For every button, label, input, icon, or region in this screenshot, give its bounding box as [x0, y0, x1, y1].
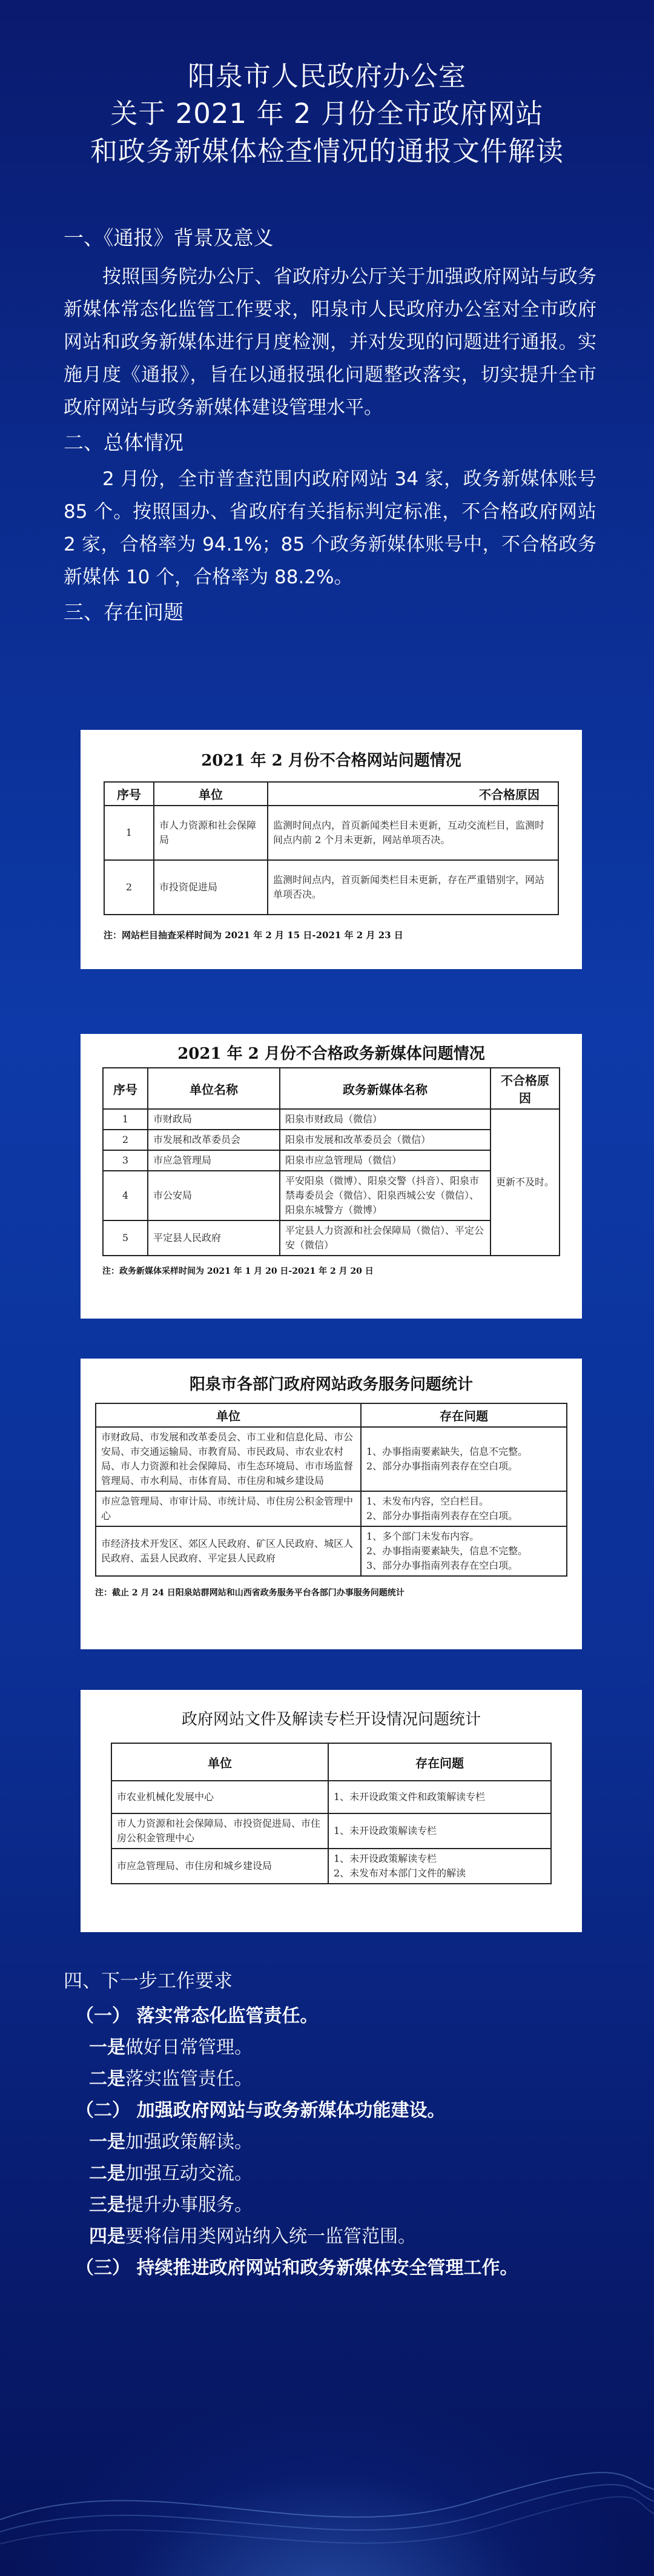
table-cell: 4	[103, 1171, 148, 1220]
table2-title: 2021 年 2 月份不合格政务新媒体问题情况	[177, 1045, 485, 1063]
table4-header: 单位	[111, 1743, 328, 1781]
table-row	[111, 1813, 551, 1849]
table4-card	[81, 1690, 582, 1932]
table-cell: 2	[103, 1130, 148, 1150]
table-cell: 平定县人力资源和社会保障局（微信）、平定公安（微信）	[280, 1220, 490, 1256]
step-item: 一是加强政策解读。	[89, 2131, 253, 2153]
table3-card	[81, 1359, 582, 1649]
section2-heading: 二、总体情况	[64, 431, 183, 454]
step-item: 四是要将信用类网站纳入统一监管范围。	[89, 2226, 416, 2247]
section3-heading: 三、存在问题	[64, 600, 183, 624]
table3-title: 阳泉市各部门政府网站政务服务问题统计	[189, 1376, 473, 1394]
table2-header: 不合格原因	[490, 1068, 560, 1109]
table1-title: 2021 年 2 月份不合格网站问题情况	[201, 752, 461, 770]
table-row	[96, 1526, 567, 1576]
table-cell: 市应急管理局	[148, 1150, 280, 1171]
table-cell: 5	[103, 1220, 148, 1256]
table2-header: 政务新媒体名称	[280, 1068, 490, 1109]
title-line-3: 和政务新媒体检查情况的通报文件解读	[90, 135, 564, 167]
table-cell: 1、办事指南要素缺失，信息不完整。 2、部分办事指南列表存在空白项。	[361, 1427, 567, 1491]
table-cell: 1	[103, 1109, 148, 1130]
table-cell: 1、未开设政策文件和政策解读专栏	[328, 1781, 551, 1813]
page-title	[0, 58, 654, 170]
table-row	[103, 1109, 560, 1130]
table-cell: 市财政局	[148, 1109, 280, 1130]
table-cell: 平定县人民政府	[148, 1220, 280, 1256]
step-item: 一是做好日常管理。	[89, 2037, 253, 2058]
table-cell: 市应急管理局、市审计局、市统计局、市住房公积金管理中心	[96, 1491, 361, 1526]
table2-header: 序号	[103, 1068, 148, 1109]
table-cell: 市人力资源和社会保障局、市投资促进局、市住房公积金管理中心	[111, 1813, 328, 1849]
table-row	[104, 806, 558, 860]
table-cell: 2	[104, 860, 154, 915]
table-cell: 监测时间点内，首页新闻类栏目未更新，互动交流栏目，监测时间点内前 2 个月未更新，网站单项否决。	[268, 806, 558, 860]
table-cell: 市经济技术开发区、郊区人民政府、矿区人民政府、城区人民政府、盂县人民政府、平定县人民政府	[96, 1526, 361, 1576]
table-row	[104, 860, 558, 915]
table1-note: 注：网站栏目抽查采样时间为 2021 年 2 月 15 日-2021 年 2 月 23 日	[104, 930, 403, 941]
table1-header: 序号	[104, 782, 154, 806]
table-row	[96, 1427, 567, 1491]
step-group-label: （一） 落实常态化监管责任。	[76, 2005, 319, 2027]
table-cell: 市应急管理局、市住房和城乡建设局	[111, 1849, 328, 1884]
title-line-2: 关于 2021 年 2 月份全市政府网站	[110, 98, 544, 130]
table-cell: 阳泉市发展和改革委员会（微信）	[280, 1130, 490, 1150]
table4-header: 存在问题	[328, 1743, 551, 1781]
section1-heading: 一、《通报》背景及意义	[64, 226, 274, 250]
table-cell: 平安阳泉（微博）、阳泉交警（抖音）、阳泉市禁毒委员会（微信）、阳泉西城公安（微信）、阳泉东城警方（微博）	[280, 1171, 490, 1220]
table4-title: 政府网站文件及解读专栏开设情况问题统计	[181, 1710, 481, 1729]
step-item: 三是提升办事服务。	[89, 2194, 253, 2216]
table3-note: 注：截止 2 月 24 日阳泉站群网站和山西省政务服务平台各部门办事服务问题统计	[95, 1588, 405, 1598]
step-item: 二是落实监管责任。	[89, 2068, 253, 2090]
table3-header: 存在问题	[361, 1403, 567, 1427]
section4	[64, 1965, 609, 2284]
table-cell: 市公安局	[148, 1171, 280, 1220]
intro-sections	[64, 223, 596, 627]
table-row	[111, 1849, 551, 1884]
section1-body: 按照国务院办公厅、省政府办公厅关于加强政府网站与政务新媒体常态化监管工作要求，阳泉市人民政府办公室对全市政府网站和政务新媒体进行月度检测，并对发现的问题进行通报。实施月度《通报》，旨在以通报强化问题整改落实，切实提升全市政府网站与政务新媒体建设管理水平。	[64, 266, 596, 419]
table3-header: 单位	[96, 1403, 361, 1427]
table4	[111, 1743, 552, 1884]
table-cell: 更新不及时。	[490, 1109, 560, 1256]
table2-note: 注：政务新媒体采样时间为 2021 年 1 月 20 日-2021 年 2 月 20 日	[102, 1266, 374, 1276]
table1	[104, 781, 559, 915]
step-item: 二是加强互动交流。	[89, 2163, 253, 2184]
table-cell: 市投资促进局	[154, 860, 268, 915]
table2	[102, 1067, 560, 1256]
table1-card	[81, 730, 582, 969]
table-cell: 1、未发布内容，空白栏目。 2、部分办事指南列表存在空白项。	[361, 1491, 567, 1526]
table1-header: 不合格原因	[268, 782, 558, 806]
table-row	[111, 1781, 551, 1813]
table-cell: 市财政局、市发展和改革委员会、市工业和信息化局、市公安局、市交通运输局、市教育局、市民政局、市农业农村局、市人力资源和社会保障局、市生态环境局、市市场监督管理局、市水利局、市体育局、市住房和城乡建设局	[96, 1427, 361, 1491]
table-cell: 阳泉市财政局（微信）	[280, 1109, 490, 1130]
table-row	[96, 1491, 567, 1526]
table-cell: 市人力资源和社会保障局	[154, 806, 268, 860]
table-cell: 阳泉市应急管理局（微信）	[280, 1150, 490, 1171]
step-group-label: （三） 持续推进政府网站和政务新媒体安全管理工作。	[76, 2257, 518, 2279]
section2-body: 2 月份，全市普查范围内政府网站 34 家，政务新媒体账号 85 个。按照国办、省政府有关指标判定标准，不合格政府网站 2 家，合格率为 94.1%；85 个政务新媒体账号中，不合格政务新媒体 10 个，合格率为 88.2%。	[64, 468, 596, 588]
table2-header: 单位名称	[148, 1068, 280, 1109]
section4-heading: 四、下一步工作要求	[64, 1970, 233, 1992]
table3	[95, 1403, 567, 1577]
table-cell: 1、多个部门未发布内容。 2、办事指南要素缺失，信息不完整。 3、部分办事指南列表存在空白项。	[361, 1526, 567, 1576]
table-cell: 市发展和改革委员会	[148, 1130, 280, 1150]
table-cell: 1	[104, 806, 154, 860]
table-cell: 3	[103, 1150, 148, 1171]
title-line-1: 阳泉市人民政府办公室	[187, 60, 466, 92]
step-group-label: （二） 加强政府网站与政务新媒体功能建设。	[76, 2100, 446, 2121]
table1-header: 单位	[154, 782, 268, 806]
wave-decoration	[0, 2411, 654, 2576]
table-cell: 监测时间点内，首页新闻类栏目未更新，存在严重错别字，网站单项否决。	[268, 860, 558, 915]
table2-card	[81, 1034, 582, 1319]
table-cell: 1、未开设政策解读专栏	[328, 1813, 551, 1849]
table-cell: 1、未开设政策解读专栏 2、未发布对本部门文件的解读	[328, 1849, 551, 1884]
table-cell: 市农业机械化发展中心	[111, 1781, 328, 1813]
